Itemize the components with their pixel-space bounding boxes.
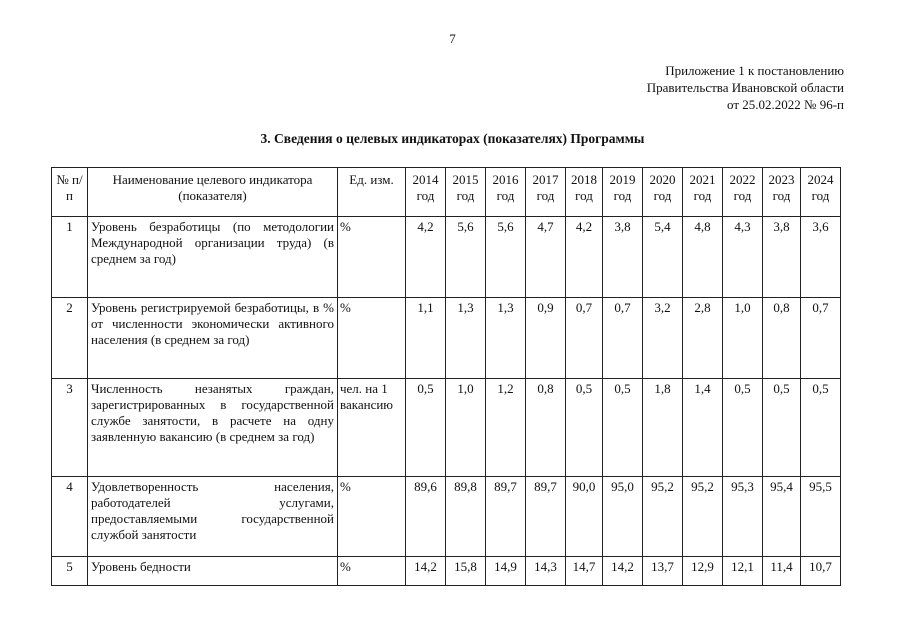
row-value: 0,5 [801, 379, 841, 477]
row-value: 13,7 [643, 557, 683, 586]
row-value: 14,7 [566, 557, 603, 586]
header-name: Наименование целевого индикатора (показателя) [88, 168, 338, 217]
row-value: 3,2 [643, 298, 683, 379]
row-value: 3,8 [763, 217, 801, 298]
row-unit: чел. на 1 вакансию [338, 379, 406, 477]
row-value: 0,7 [603, 298, 643, 379]
row-value: 3,8 [603, 217, 643, 298]
row-value: 0,5 [603, 379, 643, 477]
row-value: 1,3 [446, 298, 486, 379]
header-unit: Ед. изм. [338, 168, 406, 217]
row-value: 4,7 [526, 217, 566, 298]
row-value: 4,3 [723, 217, 763, 298]
row-num: 5 [52, 557, 88, 586]
header-year: 2017 год [526, 168, 566, 217]
row-value: 14,2 [406, 557, 446, 586]
header-year: 2015 год [446, 168, 486, 217]
section-title: 3. Сведения о целевых индикаторах (показателях) Программы [260, 131, 645, 146]
row-value: 90,0 [566, 477, 603, 557]
row-value: 0,5 [723, 379, 763, 477]
row-value: 0,7 [566, 298, 603, 379]
row-num: 2 [52, 298, 88, 379]
appendix-line-3: от 25.02.2022 № 96-п [727, 97, 844, 112]
row-unit: % [338, 217, 406, 298]
appendix-line-1: Приложение 1 к постановлению [665, 63, 844, 78]
row-value: 1,4 [683, 379, 723, 477]
row-value: 11,4 [763, 557, 801, 586]
row-unit: % [338, 298, 406, 379]
row-value: 10,7 [801, 557, 841, 586]
row-value: 1,2 [486, 379, 526, 477]
header-year: 2014 год [406, 168, 446, 217]
indicators-table [51, 167, 841, 586]
row-value: 3,6 [801, 217, 841, 298]
page-number: 7 [449, 31, 456, 46]
table-row [52, 217, 841, 298]
row-value: 12,9 [683, 557, 723, 586]
row-num: 1 [52, 217, 88, 298]
header-year: 2016 год [486, 168, 526, 217]
header-num: № п/п [52, 168, 88, 217]
row-value: 95,2 [683, 477, 723, 557]
header-year: 2021 год [683, 168, 723, 217]
row-value: 0,9 [526, 298, 566, 379]
row-indicator-name: Удовлетворенность населения, работодателей услугами, предоставляемыми государственной службой занятости [88, 477, 338, 557]
row-value: 0,8 [763, 298, 801, 379]
row-value: 0,7 [801, 298, 841, 379]
row-value: 0,5 [763, 379, 801, 477]
row-indicator-name: Численность незанятых граждан, зарегистрированных в государственной службе занятости, в расчете на одну заявленную вакансию (в среднем за год) [88, 379, 338, 477]
header-year: 2024 год [801, 168, 841, 217]
row-value: 14,2 [603, 557, 643, 586]
row-unit: % [338, 477, 406, 557]
row-value: 2,8 [683, 298, 723, 379]
row-value: 4,8 [683, 217, 723, 298]
row-value: 0,8 [526, 379, 566, 477]
row-num: 3 [52, 379, 88, 477]
header-year: 2018 год [566, 168, 603, 217]
row-value: 4,2 [566, 217, 603, 298]
row-value: 1,1 [406, 298, 446, 379]
row-value: 1,8 [643, 379, 683, 477]
row-value: 95,2 [643, 477, 683, 557]
row-indicator-name: Уровень регистрируемой безработицы, в % от численности экономически активного населения (в среднем за год) [88, 298, 338, 379]
row-num: 4 [52, 477, 88, 557]
row-value: 15,8 [446, 557, 486, 586]
table-row [52, 477, 841, 557]
row-value: 89,7 [526, 477, 566, 557]
row-value: 5,6 [446, 217, 486, 298]
row-value: 89,7 [486, 477, 526, 557]
row-value: 95,4 [763, 477, 801, 557]
row-value: 95,5 [801, 477, 841, 557]
table-header-row [52, 168, 841, 217]
header-year: 2023 год [763, 168, 801, 217]
appendix-line-2: Правительства Ивановской области [646, 80, 844, 95]
row-value: 1,3 [486, 298, 526, 379]
row-value: 14,9 [486, 557, 526, 586]
row-value: 89,6 [406, 477, 446, 557]
row-value: 1,0 [723, 298, 763, 379]
row-value: 0,5 [406, 379, 446, 477]
header-year: 2019 год [603, 168, 643, 217]
header-year: 2020 год [643, 168, 683, 217]
row-value: 5,6 [486, 217, 526, 298]
row-value: 0,5 [566, 379, 603, 477]
row-unit: % [338, 557, 406, 586]
row-value: 12,1 [723, 557, 763, 586]
row-indicator-name: Уровень бедности [88, 557, 338, 586]
table-row [52, 557, 841, 586]
header-year: 2022 год [723, 168, 763, 217]
appendix-note [647, 62, 844, 113]
row-value: 1,0 [446, 379, 486, 477]
row-value: 4,2 [406, 217, 446, 298]
row-value: 89,8 [446, 477, 486, 557]
row-value: 95,3 [723, 477, 763, 557]
row-value: 95,0 [603, 477, 643, 557]
table-row [52, 379, 841, 477]
row-value: 5,4 [643, 217, 683, 298]
row-value: 14,3 [526, 557, 566, 586]
row-indicator-name: Уровень безработицы (по методологии Международной организации труда) (в среднем за год) [88, 217, 338, 298]
table-row [52, 298, 841, 379]
